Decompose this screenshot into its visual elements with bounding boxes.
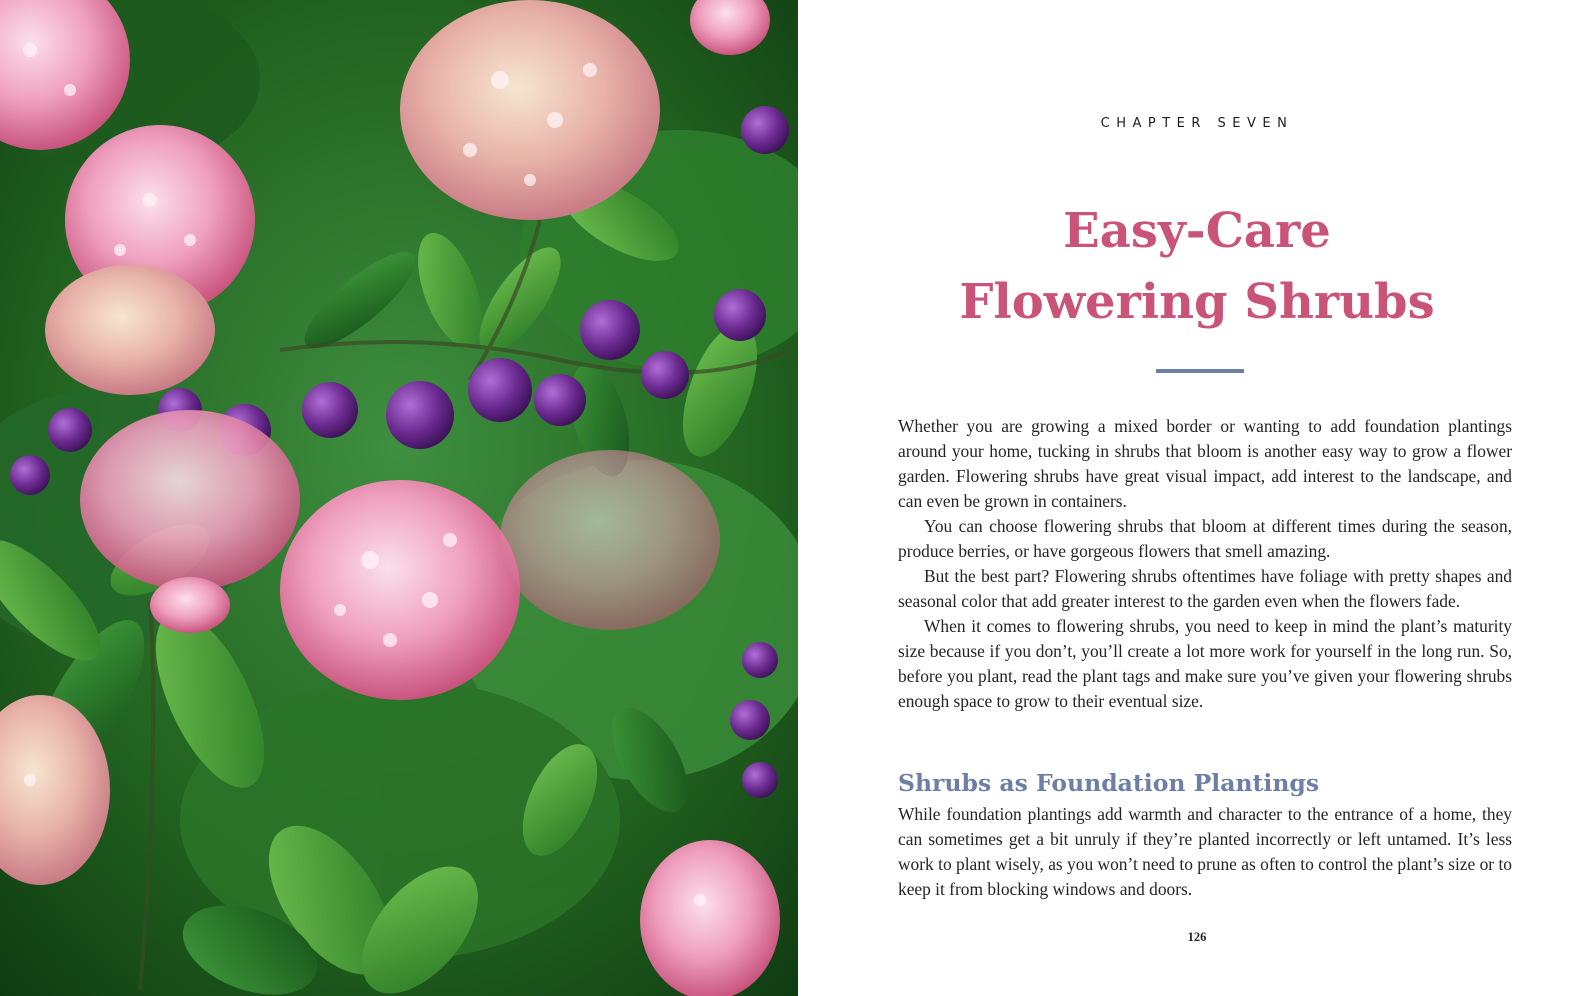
page-number: 126: [1187, 930, 1207, 944]
intro-paragraph-3: But the best part? Flowering shrubs oftentimes have foliage with pretty shapes and seasonal color that add greater interest to the garden even when the flowers fade.: [898, 566, 1512, 611]
intro-paragraph-4: When it comes to flowering shrubs, you need to keep in mind the plant’s maturity size because if you don’t, you’ll create a lot more work for yourself in the long run. So, before you plant, read the plant tags and make sure you’ve given your flowering shrubs enough space to grow to their eventual size.: [898, 616, 1512, 711]
chapter-label: CHAPTER SEVEN: [1100, 116, 1294, 131]
chapter-title-line-2: Flowering Shrubs: [959, 274, 1435, 330]
intro-text: [898, 414, 1512, 714]
title-divider: [1156, 369, 1244, 373]
intro-paragraph-2: You can choose flowering shrubs that bloom at different times during the season, produce berries, or have gorgeous flowers that smell amazing.: [898, 516, 1512, 561]
chapter-title-line-1: Easy-Care: [1063, 203, 1331, 259]
text-page: [798, 0, 1596, 996]
intro-paragraph-1: Whether you are growing a mixed border or wanting to add foundation plantings around your home, tucking in shrubs that bloom is another easy way to grow a flower garden. Flowering shrubs have great visual impact, add interest to the landscape, and can even be grown in containers.: [898, 416, 1512, 511]
section-text: [898, 802, 1512, 902]
section-paragraph: While foundation plantings add warmth and character to the entrance of a home, they can sometimes get a bit unruly if they’re planted incorrectly or left untamed. It’s less work to plant wisely, as you won’t need to prune as often to control the plant’s size or to keep it from blocking windows and doors.: [898, 804, 1512, 899]
chapter-title: [798, 196, 1596, 338]
section-heading: Shrubs as Foundation Plantings: [898, 769, 1320, 797]
